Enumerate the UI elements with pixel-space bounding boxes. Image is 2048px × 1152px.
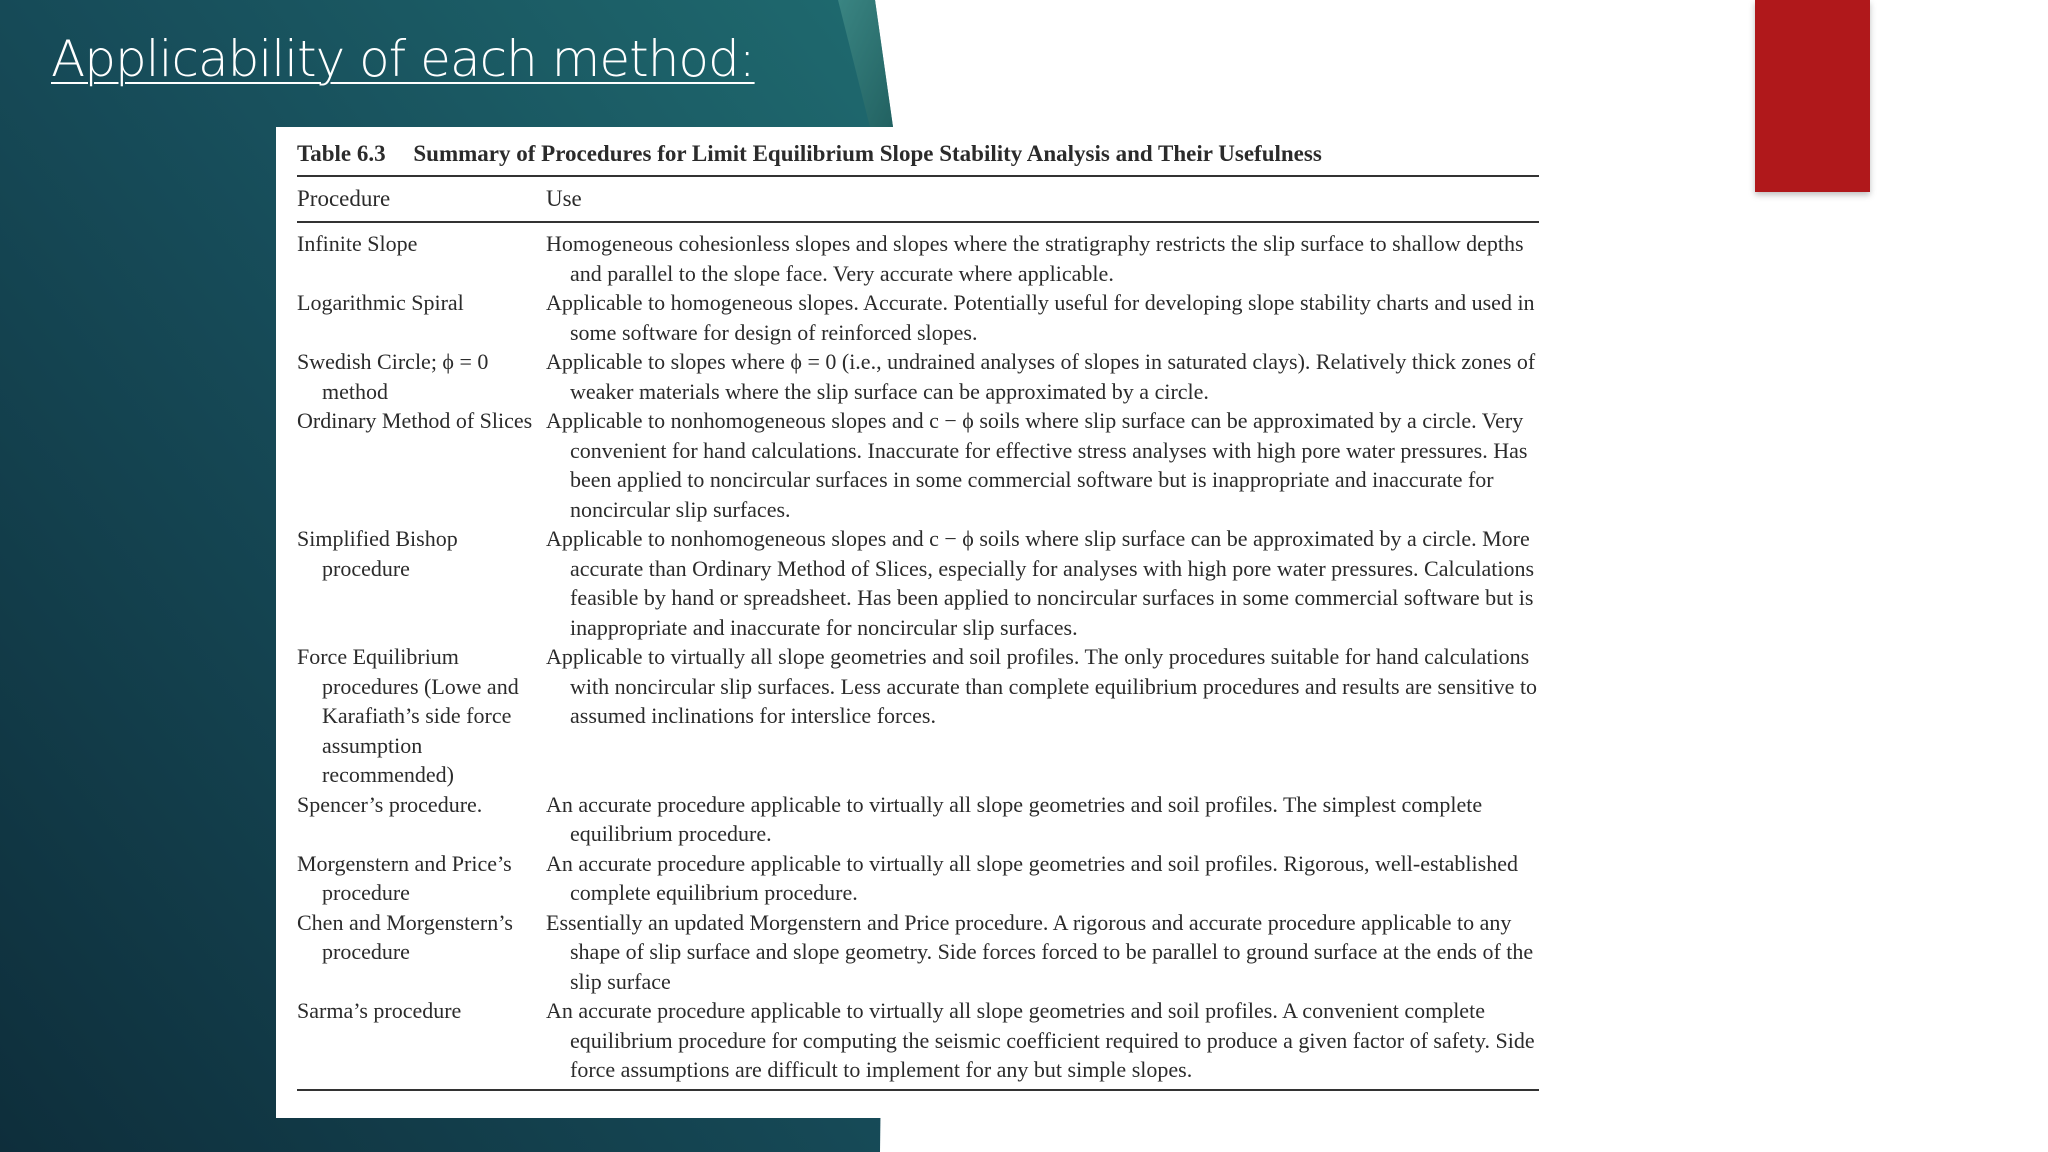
use-cell: Applicable to nonhomogeneous slopes and c − ϕ soils where slip surface can be approximated by a circle. More accurate than Ordinary Method of Slices, especially for analyses with high pore water pressures. Calculations feasible by hand or spreadsheet. Has been applied to noncircular surfaces in some commercial software but is inappropriate and inaccurate for noncircular slip surfaces.	[546, 526, 1535, 640]
use-cell: An accurate procedure applicable to virtually all slope geometries and soil profiles. Rigorous, well-established complete equilibrium procedure.	[546, 850, 1518, 905]
table-caption-text: Summary of Procedures for Limit Equilibrium Slope Stability Analysis and Their Usefulness	[413, 141, 1322, 166]
table-image	[276, 127, 1552, 1118]
procedure-cell: Force Equilibrium procedures (Lowe and Karafiath’s side force assumption recommended)	[297, 644, 519, 787]
table-row	[297, 790, 1539, 849]
procedure-cell: Infinite Slope	[297, 231, 418, 256]
procedures-table	[297, 139, 1539, 1091]
table-bottom-rule	[297, 1089, 1539, 1091]
table-row	[297, 406, 1539, 524]
slide-title: Applicability of each method:	[51, 30, 755, 88]
table-row	[297, 642, 1539, 790]
use-cell: Applicable to virtually all slope geometries and soil profiles. The only procedures suitable for hand calculations with noncircular slip surfaces. Less accurate than complete equilibrium procedures and results are sensitive to assumed inclinations for interslice forces.	[546, 644, 1538, 728]
use-cell: An accurate procedure applicable to virtually all slope geometries and soil profiles. The simplest complete equilibrium procedure.	[546, 791, 1483, 846]
table-caption	[297, 139, 1539, 177]
header-use: Use	[546, 186, 582, 211]
use-cell: An accurate procedure applicable to virtually all slope geometries and soil profiles. A convenient complete equilibrium procedure for computing the seismic coefficient required to produce a given factor of safety. Side force assumptions are difficult to implement for any but simple slopes.	[546, 998, 1535, 1082]
use-cell: Applicable to slopes where ϕ = 0 (i.e., undrained analyses of slopes in saturated clays). Relatively thick zones of weaker materials where the slip surface can be approximated by a circle.	[546, 349, 1536, 404]
table-row	[297, 849, 1539, 908]
table-row	[297, 347, 1539, 406]
table-row	[297, 288, 1539, 347]
use-cell: Applicable to nonhomogeneous slopes and c − ϕ soils where slip surface can be approximated by a circle. Very convenient for hand calculations. Inaccurate for effective stress analyses with high pore water pressures. Has been applied to noncircular surfaces in some commercial software but is inappropriate and inaccurate for noncircular slip surfaces.	[546, 408, 1528, 522]
table-row	[297, 908, 1539, 997]
procedure-cell: Logarithmic Spiral	[297, 290, 464, 315]
red-accent-block	[1755, 0, 1870, 192]
procedure-cell: Ordinary Method of Slices	[297, 408, 533, 433]
table-caption-number: Table 6.3	[297, 141, 386, 166]
procedure-cell: Spencer’s procedure.	[297, 791, 483, 817]
table-row	[297, 996, 1539, 1085]
procedure-cell: Sarma’s procedure	[297, 998, 462, 1023]
use-cell: Essentially an updated Morgenstern and Price procedure. A rigorous and accurate procedure applicable to any shape of slip surface and slope geometry. Side forces forced to be parallel to ground surface at the ends of the slip surface	[546, 909, 1534, 994]
table-row	[297, 229, 1539, 288]
use-cell: Applicable to homogeneous slopes. Accurate. Potentially useful for developing slope stability charts and used in some software for design of reinforced slopes.	[546, 290, 1535, 345]
table-row	[297, 524, 1539, 642]
procedure-cell: Swedish Circle; ϕ = 0 method	[297, 349, 489, 404]
procedure-cell: Simplified Bishop procedure	[297, 526, 458, 581]
procedure-cell: Chen and Morgenstern’s procedure	[297, 909, 513, 964]
procedure-cell: Morgenstern and Price’s procedure	[297, 850, 512, 905]
table-header-row	[297, 177, 1539, 223]
table-body	[297, 223, 1539, 1085]
use-cell: Homogeneous cohesionless slopes and slopes where the stratigraphy restricts the slip surface to shallow depths and parallel to the slope face. Very accurate where applicable.	[546, 231, 1524, 286]
header-procedure: Procedure	[297, 186, 391, 211]
